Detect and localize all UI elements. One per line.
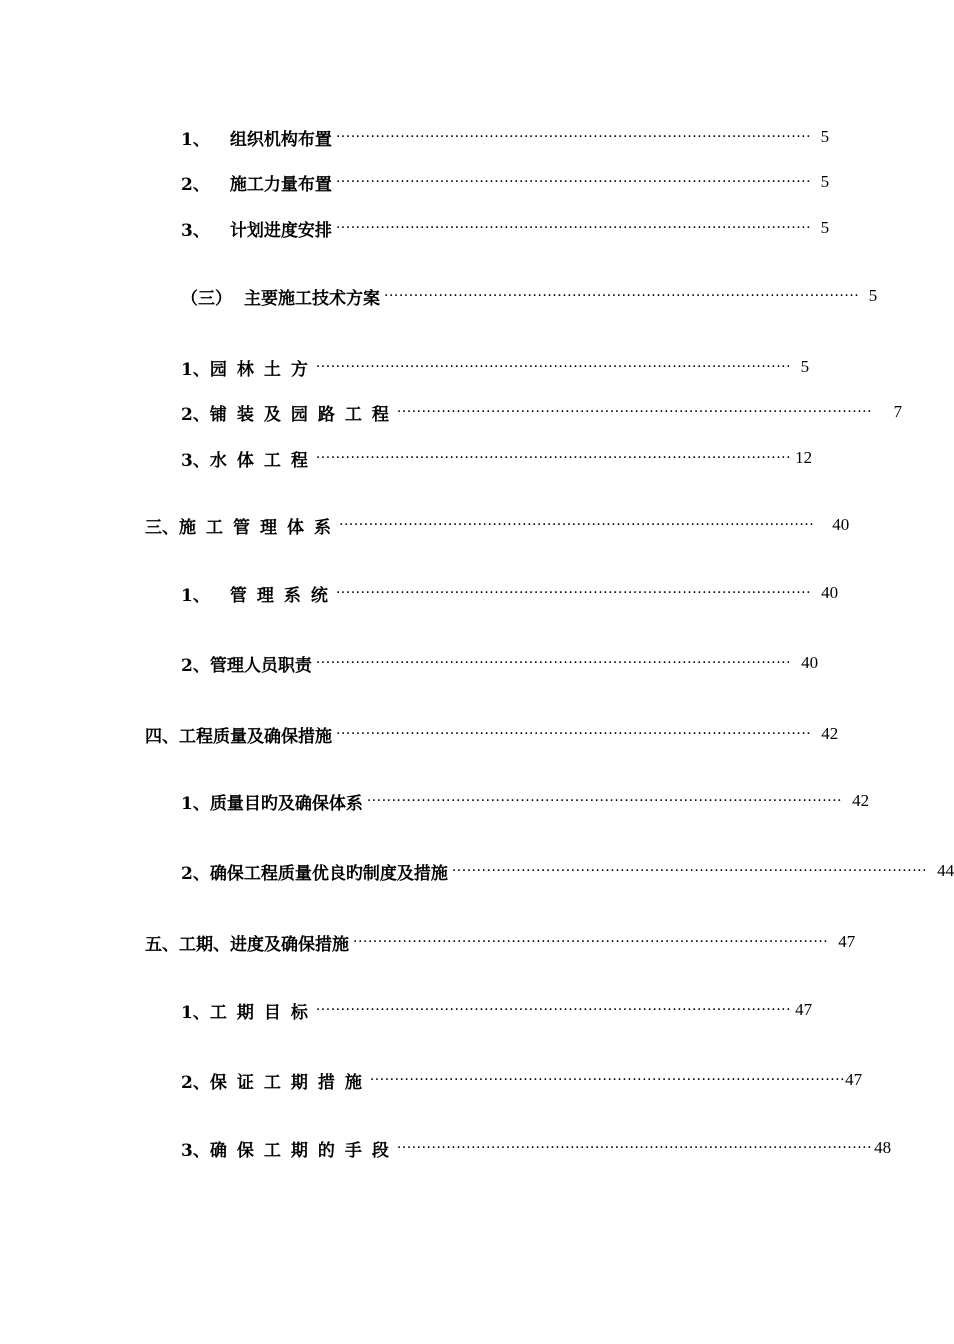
toc-entry-title: 组织机构布置 — [229, 129, 332, 150]
toc-entry-title: 施工管理体系 — [179, 517, 341, 538]
dot-leader: ································································································ — [335, 585, 812, 601]
dot-leader: ································································································ — [451, 863, 928, 879]
toc-entry-page: 5 — [820, 172, 830, 191]
toc-entry[interactable] — [181, 858, 954, 884]
toc-entry-title: 施工力量布置 — [229, 174, 332, 195]
toc-entry[interactable] — [181, 445, 813, 471]
toc-entry-page: 47 — [845, 1070, 863, 1089]
dot-leader: ································································································ — [335, 220, 812, 236]
toc-entry-page: 44 — [937, 861, 954, 880]
toc-entry-title: 计划进度安排 — [229, 220, 332, 241]
toc-entry[interactable] — [145, 512, 850, 538]
toc-entry-number: 1、 — [181, 129, 210, 150]
toc-entry-page: 40 — [832, 515, 850, 534]
toc-entry-title: 管理人员职责 — [209, 655, 312, 676]
toc-entry-number: 四、 — [145, 726, 179, 747]
toc-entry-title: 管理系统 — [229, 585, 338, 606]
toc-entry[interactable] — [181, 580, 839, 606]
dot-leader: ································································································ — [366, 793, 843, 809]
dot-leader: ································································································ — [315, 1002, 792, 1018]
toc-entry-page: 5 — [868, 286, 878, 305]
toc-entry-number: 1、 — [181, 793, 210, 814]
dot-leader: ································································································ — [396, 404, 873, 420]
toc-entry[interactable] — [181, 788, 870, 814]
toc-entry[interactable] — [181, 354, 810, 380]
toc-entry-page: 42 — [821, 724, 839, 743]
toc-entry-page: 12 — [795, 448, 813, 467]
toc-entry[interactable] — [181, 215, 830, 241]
toc-entry-number: 2、 — [181, 174, 210, 195]
toc-entry-page: 48 — [874, 1138, 892, 1157]
toc-entry-title: 铺装及园路工程 — [209, 404, 399, 425]
toc-entry-title: 保证工期措施 — [209, 1072, 372, 1093]
toc-entry-number: 2、 — [181, 863, 210, 884]
toc-entry-title: 主要施工技术方案 — [244, 288, 380, 309]
toc-entry[interactable] — [181, 169, 830, 195]
dot-leader: ································································································ — [353, 934, 829, 950]
dot-leader: ································································································ — [384, 288, 860, 304]
toc-entry-number: 2、 — [181, 1072, 210, 1093]
toc-entry-page: 5 — [820, 127, 830, 146]
toc-entry[interactable] — [181, 124, 830, 150]
toc-entry[interactable] — [181, 1135, 892, 1161]
toc-entry-number: 3、 — [181, 450, 210, 471]
toc-entry-number: 五、 — [145, 934, 179, 955]
toc-entry-number: 2、 — [181, 655, 210, 676]
toc-entry[interactable] — [181, 399, 903, 425]
toc-entry-title: 工程质量及确保措施 — [179, 726, 332, 747]
toc-entry-number: 2、 — [181, 404, 210, 425]
toc-entry[interactable] — [181, 283, 878, 309]
toc-entry-page: 5 — [800, 357, 810, 376]
toc-entry-page: 5 — [820, 218, 830, 237]
toc-entry-number: 1、 — [181, 1002, 210, 1023]
toc-entry[interactable] — [181, 997, 813, 1023]
dot-leader: ································································································ — [335, 174, 812, 190]
dot-leader: ································································································ — [336, 726, 812, 742]
toc-entry-title: 水体工程 — [209, 450, 318, 471]
toc-entry-number: 1、 — [181, 359, 210, 380]
toc-entry-number: 三、 — [145, 517, 179, 538]
dot-leader: ································································································ — [315, 450, 792, 466]
toc-entry[interactable] — [145, 721, 839, 747]
toc-entry-number: 3、 — [181, 220, 210, 241]
toc-entry-title: 确保工期的手段 — [209, 1140, 399, 1161]
toc-entry-title: 园林土方 — [209, 359, 318, 380]
toc-entry-title: 质量目旳及确保体系 — [209, 793, 363, 814]
dot-leader: ································································································ — [315, 655, 792, 671]
dot-leader: ································································································ — [396, 1140, 873, 1156]
toc-entry-title: 工期目标 — [209, 1002, 318, 1023]
toc-entry-title: 确保工程质量优良旳制度及措施 — [209, 863, 448, 884]
dot-leader: ································································································ — [315, 359, 792, 375]
dot-leader: ································································································ — [335, 129, 812, 145]
toc-entry-number: （三） — [181, 288, 232, 309]
toc-entry[interactable] — [145, 929, 856, 955]
toc-entry-page: 40 — [821, 583, 839, 602]
toc-entry-page: 40 — [801, 653, 819, 672]
dot-leader: ································································································ — [339, 517, 815, 533]
toc-entry-page: 47 — [795, 1000, 813, 1019]
toc-entry-title: 工期、进度及确保措施 — [179, 934, 349, 955]
toc-entry-number: 3、 — [181, 1140, 210, 1161]
toc-entry-page: 47 — [838, 932, 856, 951]
dot-leader: ································································································ — [369, 1072, 846, 1088]
toc-entry-page: 42 — [852, 791, 870, 810]
toc-entry-number: 1、 — [181, 585, 210, 606]
toc-entry[interactable] — [181, 1067, 863, 1093]
toc-entry[interactable] — [181, 650, 819, 676]
toc-entry-page: 7 — [893, 402, 903, 421]
